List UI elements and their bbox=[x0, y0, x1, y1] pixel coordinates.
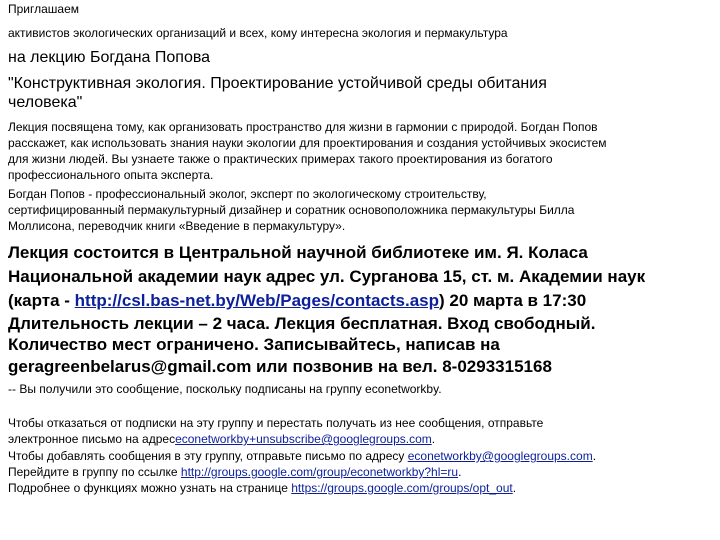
description-p2-line-2: сертифицированный пермакультурный дизайнер и соратник основоположника пермакультуры Билла bbox=[8, 203, 575, 217]
invite-line-2: активистов экологических организаций и всех, кому интересна экология и пермакультура bbox=[8, 26, 508, 40]
description-p2-line-1: Богдан Попов - профессиональный эколог, эксперт по экологическому строительству, bbox=[8, 187, 487, 201]
unsubscribe-line-2 bbox=[8, 432, 435, 447]
opt-out-suffix: . bbox=[512, 481, 517, 495]
description-p1-line-3: для жизни людей. Вы узнаете также о практических примерах такого проектирования из богатого bbox=[8, 152, 553, 166]
unsubscribe-email-link[interactable]: econetworkby+unsubscribe@googlegroups.com bbox=[175, 432, 432, 446]
description-p1-line-1: Лекция посвящена тому, как организовать пространство для жизни в гармонии с природой. Богдан Попов bbox=[8, 120, 598, 134]
event-contact-line: geragreenbelarus@gmail.com или позвонив на вел. 8-0293315168 bbox=[8, 357, 552, 376]
description-p2-line-3: Моллисона, переводчик книги «Введение в пермакультуру». bbox=[8, 219, 346, 233]
event-map-prefix: (карта - bbox=[8, 291, 75, 310]
group-email-link[interactable]: econetworkby@googlegroups.com bbox=[407, 449, 593, 463]
opt-out-prefix: Подробнее о функциях можно узнать на странице bbox=[8, 481, 292, 495]
post-address-prefix: Чтобы добавлять сообщения в эту группу, отправьте письмо по адресу bbox=[8, 449, 408, 463]
group-page-link[interactable]: http://groups.google.com/group/econetworkby?hl=ru bbox=[180, 465, 459, 479]
lecture-title-line-2: человека" bbox=[8, 94, 83, 111]
description-p1-line-2: расскажет, как использовать знания науки экологии для проектирования и создания устойчивых экосистем bbox=[8, 136, 607, 150]
event-date-time: ) 20 марта в 17:30 bbox=[439, 291, 587, 310]
post-address-line bbox=[8, 449, 596, 464]
opt-out-link[interactable]: https://groups.google.com/groups/opt_out bbox=[291, 481, 513, 495]
group-link-line bbox=[8, 465, 461, 480]
group-link-suffix: . bbox=[458, 465, 462, 479]
lecture-speaker: на лекцию Богдана Попова bbox=[8, 49, 211, 66]
event-line-3 bbox=[8, 290, 586, 311]
unsubscribe-prefix: электронное письмо на адрес bbox=[8, 432, 176, 446]
unsubscribe-suffix: . bbox=[431, 432, 436, 446]
event-line-5: Количество мест ограничено. Записывайтесь, написав на bbox=[8, 335, 500, 354]
event-line-4: Длительность лекции – 2 часа. Лекция бесплатная. Вход свободный. bbox=[8, 314, 596, 333]
lecture-title-line-1: "Конструктивная экология. Проектирование устойчивой среды обитания bbox=[8, 75, 547, 92]
map-link[interactable]: http://csl.bas-net.by/Web/Pages/contacts.asp bbox=[74, 291, 440, 310]
invite-line-1: Приглашаем bbox=[8, 2, 80, 16]
description-p1-line-4: профессионального опыта эксперта. bbox=[8, 168, 214, 182]
group-link-prefix: Перейдите в группу по ссылке bbox=[8, 465, 181, 479]
post-address-suffix: . bbox=[592, 449, 597, 463]
event-line-2: Национальной академии наук адрес ул. Сурганова 15, ст. м. Академии наук bbox=[8, 267, 646, 286]
event-line-1: Лекция состоится в Центральной научной библиотеке им. Я. Коласа bbox=[8, 243, 588, 262]
opt-out-line bbox=[8, 481, 516, 496]
unsubscribe-line-1: Чтобы отказаться от подписки на эту группу и перестать получать из нее сообщения, отправьте bbox=[8, 416, 544, 430]
subscribed-note: -- Вы получили это сообщение, поскольку подписаны на группу econetworkby. bbox=[8, 382, 442, 396]
